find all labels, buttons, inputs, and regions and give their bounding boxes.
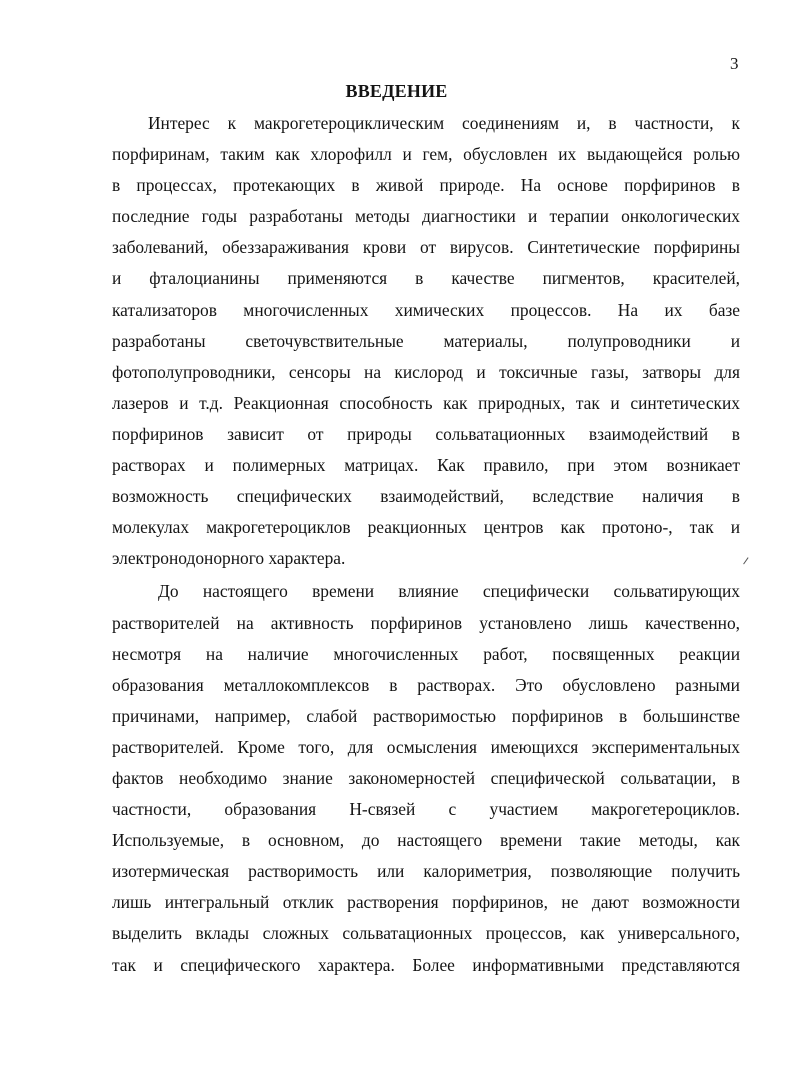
text-line: порфиринов зависит от природы сольватационных взаимодействий в (112, 423, 740, 444)
text-line: причинами, например, слабой растворимостью порфиринов в большинстве (112, 705, 740, 726)
text-line: несмотря на наличие многочисленных работ, посвященных реакции (112, 643, 740, 664)
text-line: выделить вклады сложных сольватационных процессов, как универсального, (112, 923, 740, 944)
text-line: образования металлокомплексов в растворах. Это обусловлено разными (112, 674, 740, 695)
paragraph-1 (112, 108, 740, 574)
text-line: и фталоцианины применяются в качестве пигментов, красителей, (112, 268, 740, 289)
text-line: изотермическая растворимость или калориметрия, позволяющие получить (112, 861, 740, 882)
page-number: 3 (730, 54, 739, 73)
text-line: лишь интегральный отклик растворения порфиринов, не дают возможности (112, 892, 740, 913)
text-line: Используемые, в основном, до настоящего времени такие методы, как (112, 830, 740, 851)
text-line: заболеваний, обеззараживания крови от вирусов. Синтетические порфирины (112, 237, 740, 258)
paragraph-2 (112, 576, 740, 980)
text-line: разработаны светочувствительные материалы, полупроводники и (112, 330, 740, 351)
scan-mark (743, 557, 752, 566)
text-line: Интерес к макрогетероциклическим соединениям и, в частности, к (148, 113, 740, 133)
text-line: возможность специфических взаимодействий, вследствие наличия в (112, 486, 740, 507)
body-text (112, 108, 740, 981)
text-line: порфиринам, таким как хлорофилл и гем, обусловлен их выдающейся ролью (112, 144, 740, 165)
text-line: электронодонорного характера. (112, 548, 346, 569)
section-heading: ВВЕДЕНИЕ (345, 81, 448, 101)
text-line: последние годы разработаны методы диагностики и терапии онкологических (112, 206, 740, 227)
text-line: молекулах макрогетероциклов реакционных центров как протоно-, так и (112, 517, 740, 538)
text-line: катализаторов многочисленных химических процессов. На их базе (112, 299, 740, 320)
text-line: растворителей на активность порфиринов установлено лишь качественно, (112, 612, 740, 633)
text-line: растворителей. Кроме того, для осмысления имеющихся экспериментальных (112, 736, 740, 757)
text-line: фотополупроводники, сенсоры на кислород и токсичные газы, затворы для (112, 361, 740, 382)
text-line: растворах и полимерных матрицах. Как правило, при этом возникает (112, 455, 740, 476)
text-line: в процессах, протекающих в живой природе. На основе порфиринов в (112, 175, 740, 196)
text-line: так и специфического характера. Более информативными представляются (112, 954, 740, 975)
text-line: лазеров и т.д. Реакционная способность как природных, так и синтетических (112, 392, 740, 413)
text-line: частности, образования Н-связей с участием макрогетероциклов. (112, 799, 740, 820)
text-line: До настоящего времени влияние специфически сольватирующих (158, 581, 740, 602)
text-line: фактов необходимо знание закономерностей специфической сольватации, в (112, 767, 740, 788)
